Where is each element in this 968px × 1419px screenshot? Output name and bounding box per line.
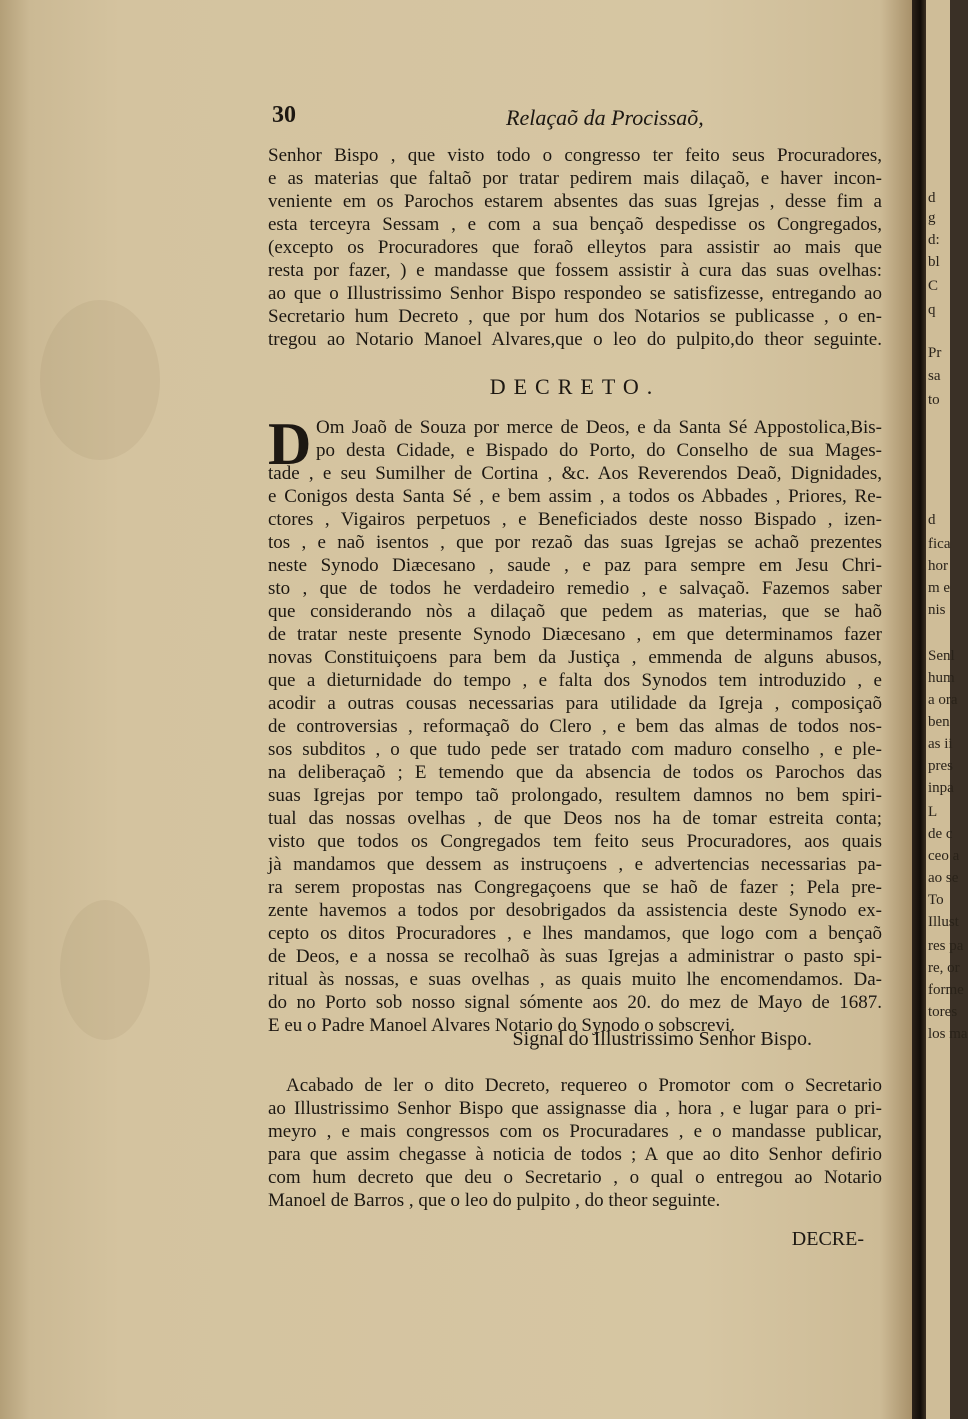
facing-text: q bbox=[928, 302, 936, 318]
text-line: Senhor Bispo , que visto todo o congresso ter feito seus Procuradores, bbox=[268, 145, 882, 166]
signature-line: Signal do Illustrissimo Senhor Bispo. bbox=[512, 1028, 812, 1050]
text-line: zente havemos a todos por desobrigados da assistencia deste Synodo ex- bbox=[268, 900, 882, 921]
paper-stain bbox=[60, 900, 150, 1040]
book-gutter bbox=[912, 0, 926, 1419]
text-line: com hum decreto que deu o Secretario , o qual o entregou ao Notario bbox=[268, 1167, 882, 1188]
text-line: neste Synodo Diæcesano , saude , e paz para sempre em Jesu Chri- bbox=[268, 555, 882, 576]
text-line: po desta Cidade, e Bispado do Porto, do Conselho de sua Mages- bbox=[316, 440, 882, 461]
text-line: novas Constituiçoens para bem da Justiça , emmenda de alguns abusos, bbox=[268, 647, 882, 668]
decree-text bbox=[268, 411, 882, 1037]
facing-text: hor bbox=[928, 558, 948, 574]
text-line: Secretario hum Decreto , que por hum dos Notarios se publicasse , o en- bbox=[268, 306, 882, 327]
facing-text: d: bbox=[928, 232, 940, 248]
text-line: de tratar neste presente Synodo Diæcesano , em que determinamos fazer bbox=[268, 624, 882, 645]
paper-stain bbox=[40, 300, 160, 460]
paragraph-3 bbox=[268, 1074, 882, 1212]
text-line: para que assim chegasse à noticia de todos ; A que ao dito Senhor defirio bbox=[268, 1144, 882, 1165]
text-line: jà mandamos que dessem as instruçoens , e advertencias necessarias pa- bbox=[268, 854, 882, 875]
facing-text: to bbox=[928, 392, 940, 408]
facing-text: sa bbox=[928, 368, 941, 384]
text-line: esta terceyra Sessam , e com a sua bençaõ despedisse os Congregados, bbox=[268, 214, 882, 235]
facing-text: res pa bbox=[928, 938, 964, 954]
facing-text: bl bbox=[928, 254, 940, 270]
text-line: de Deos, e a nossa se recolhaõ às suas Igrejas a administrar o pasto spi- bbox=[268, 946, 882, 967]
page-header bbox=[272, 102, 882, 134]
facing-text: a ora bbox=[928, 692, 958, 708]
text-line: suas Igrejas por tempo taõ prolongado, resultem damnos no bem spiri- bbox=[268, 785, 882, 806]
running-title: Relaçaõ da Procissaõ, bbox=[506, 105, 704, 130]
text-line: cepto os ditos Procuradores , e lhes mandamos, que logo com a bençaõ bbox=[268, 923, 882, 944]
text-line: ritual às nossas, e suas ovelhas , as quais muito lhe encomendamos. Da- bbox=[268, 969, 882, 990]
text-line: e Conigos desta Santa Sé , e bem assim , a todos os Abbades , Priores, Re- bbox=[268, 486, 882, 507]
text-line: E eu o Padre Manoel Alvares Notario do Synodo o sobscrevi. bbox=[268, 1015, 735, 1036]
text-line: Acabado de ler o dito Decreto, requereo o Promotor com o Secretario bbox=[286, 1075, 882, 1096]
text-line: e as materias que faltaõ por tratar pedirem mais dilaçaõ, e haver incon- bbox=[268, 168, 882, 189]
paragraph-1 bbox=[268, 144, 882, 351]
drop-cap: D bbox=[268, 411, 312, 477]
facing-text: d bbox=[928, 190, 936, 206]
facing-text: de c bbox=[928, 826, 953, 842]
facing-text: Senl bbox=[928, 648, 955, 664]
facing-text: Pr bbox=[928, 345, 942, 361]
facing-text: nis bbox=[928, 602, 946, 618]
text-line: na deliberaçaõ ; E temendo que da absencia de todos os Parochos das bbox=[268, 762, 882, 783]
facing-text: forme bbox=[928, 982, 964, 998]
facing-text: C bbox=[928, 278, 939, 294]
text-line: ao que o Illustrissimo Senhor Bispo respondeo se satisfizesse, entregando ao bbox=[268, 283, 882, 304]
text-line: ao Illustrissimo Senhor Bispo que assignasse dia , hora , e lugar para o pri- bbox=[268, 1098, 882, 1119]
facing-text: re, or bbox=[928, 960, 960, 976]
text-line: meyro , e mais congressos com os Procuradares , e o mandasse publicar, bbox=[268, 1121, 882, 1142]
text-line: que a dieturnidade do tempo , e falta dos Synodos tem introduzido , e bbox=[268, 670, 882, 691]
text-line: acodir a outras cousas necessarias para utilidade da Igreja , composiçaõ bbox=[268, 693, 882, 714]
facing-text: hum bbox=[928, 670, 955, 686]
text-line: Manoel de Barros , que o leo do pulpito , do theor seguinte. bbox=[268, 1190, 721, 1211]
facing-text: ceo a bbox=[928, 848, 960, 864]
text-line: (excepto os Procuradores que foraõ elleytos para assistir ao mais que bbox=[268, 237, 882, 258]
decree-heading: DECRETO. bbox=[489, 374, 661, 399]
facing-text: L bbox=[928, 804, 938, 820]
catchword: DECRE- bbox=[791, 1228, 864, 1250]
facing-text: ao se bbox=[928, 870, 959, 886]
text-line: ctores , Vigairos perpetuos , e Beneficiados deste nosso Bispado , izen- bbox=[268, 509, 882, 530]
text-line: do no Porto sob nosso signal sómente aos 20. do mez de Mayo de 1687. bbox=[268, 992, 882, 1013]
text-line: veniente em os Parochos estarem absentes das suas Igrejas , desse fim a bbox=[268, 191, 882, 212]
facing-text: m e bbox=[928, 580, 951, 596]
text-line: tual das nossas ovelhas , de que Deos nos ha de tomar estreita conta; bbox=[268, 808, 882, 829]
facing-text: Illust bbox=[928, 914, 959, 930]
page-number: 30 bbox=[272, 102, 296, 128]
text-line: ra serem propostas nas Congregaçoens que se haõ de fazer ; Pela pre- bbox=[268, 877, 882, 898]
facing-text: tores bbox=[928, 1004, 958, 1020]
text-line: visto que todos os Congregados tem feito seus Procuradores, aos quais bbox=[268, 831, 882, 852]
facing-text: fica bbox=[928, 536, 951, 552]
facing-text: d bbox=[928, 512, 936, 528]
text-line: tos , e naõ isentos , que por rezaõ das suas Igrejas se achaõ prezentes bbox=[268, 532, 882, 553]
text-line: Om Joaõ de Souza por merce de Deos, e da Santa Sé Appostolica,Bis- bbox=[316, 417, 882, 438]
text-line: de controversias , reformaçaõ do Clero , e bem das almas de todos nos- bbox=[268, 716, 882, 737]
facing-text: los ma bbox=[928, 1026, 968, 1042]
facing-text: g bbox=[928, 210, 936, 226]
text-line: sos subditos , o que tudo pede ser tratado com maduro conselho , e ple- bbox=[268, 739, 882, 760]
text-line: tregou ao Notario Manoel Alvares,que o leo do pulpito,do theor seguinte. bbox=[268, 329, 882, 350]
text-line: sto , que de todos he verdadeiro remedio , e salvaçaõ. Fazemos saber bbox=[268, 578, 882, 599]
facing-text: ben bbox=[928, 714, 950, 730]
text-line: resta por fazer, ) e mandasse que fossem assistir à cura das suas ovelhas: bbox=[268, 260, 882, 281]
facing-text: as ii bbox=[928, 736, 953, 752]
facing-text: To bbox=[928, 892, 944, 908]
text-line: que considerando nòs a dilaçaõ que pedem as materias, que se haõ bbox=[268, 601, 882, 622]
facing-text: inpa bbox=[928, 780, 954, 796]
facing-text: pres bbox=[928, 758, 953, 774]
text-line: tade , e seu Sumilher de Cortina , &c. Aos Reverendos Deaõ, Dignidades, bbox=[268, 463, 882, 484]
facing-page bbox=[926, 0, 968, 1419]
